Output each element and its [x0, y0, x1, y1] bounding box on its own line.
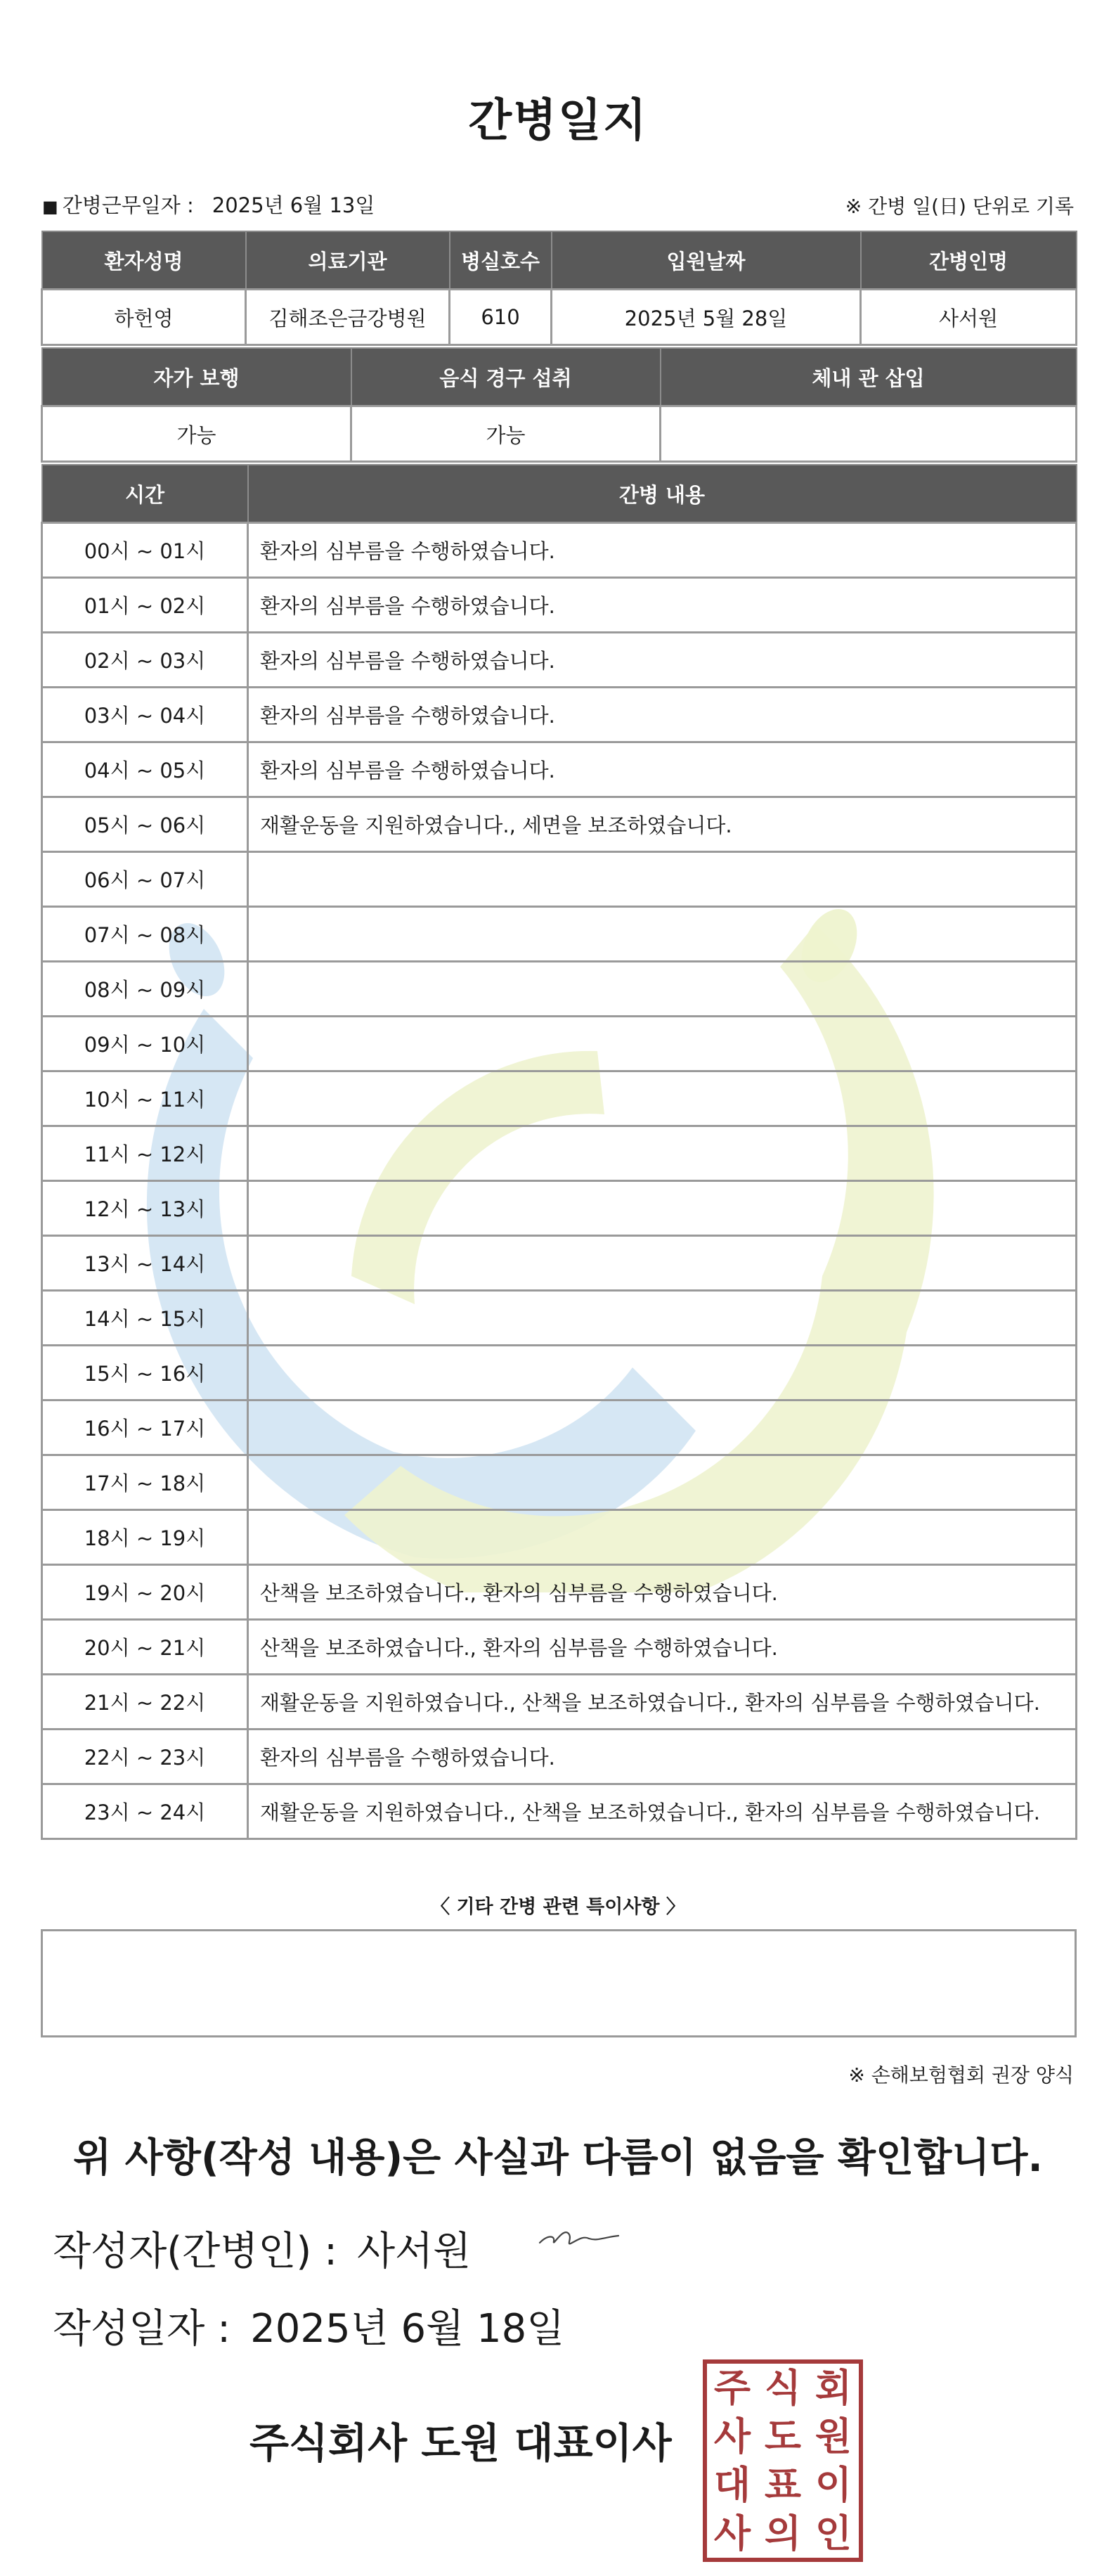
header-time: 시간 [42, 465, 248, 523]
table-row [42, 1455, 1077, 1510]
care-log-body [42, 523, 1077, 1839]
company-seal-stamp [703, 2359, 863, 2562]
table-row [42, 1784, 1077, 1839]
table-row [42, 1510, 1077, 1565]
care-time: 15시 ~ 16시 [42, 1346, 248, 1400]
seal-char: 의 [764, 2511, 802, 2556]
care-content: 재활운동을 지원하였습니다., 산책을 보조하였습니다., 환자의 심부름을 수행하였습니다. [248, 1675, 1077, 1730]
care-content: 환자의 심부름을 수행하였습니다. [248, 633, 1077, 688]
document-title: 간병일지 [468, 95, 648, 147]
table-row [42, 962, 1077, 1017]
care-content: 환자의 심부름을 수행하였습니다. [248, 523, 1077, 578]
header-patient-name: 환자성명 [42, 231, 246, 290]
self-walking-value: 가능 [42, 406, 351, 462]
table-row [42, 1017, 1077, 1071]
table-row [42, 688, 1077, 742]
seal-char: 이 [815, 2462, 852, 2507]
care-time: 01시 ~ 02시 [42, 578, 248, 633]
care-time: 11시 ~ 12시 [42, 1126, 248, 1181]
table-row [42, 1071, 1077, 1126]
table-row [42, 578, 1077, 633]
seal-char: 도 [764, 2414, 802, 2459]
care-content [248, 1071, 1077, 1126]
tube-insertion-value [661, 406, 1077, 462]
care-time: 03시 ~ 04시 [42, 688, 248, 742]
writer-name: 사서원 [356, 2229, 472, 2274]
care-time: 20시 ~ 21시 [42, 1620, 248, 1675]
care-time: 23시 ~ 24시 [42, 1784, 248, 1839]
work-date-value: 2025년 6월 13일 [212, 193, 375, 217]
care-content [248, 1455, 1077, 1510]
header-hospital: 의료기관 [246, 231, 450, 290]
header-room-number: 병실호수 [450, 231, 552, 290]
care-content [248, 1510, 1077, 1565]
table-row [42, 1675, 1077, 1730]
care-content [248, 1181, 1077, 1236]
table-row [42, 852, 1077, 907]
care-time: 22시 ~ 23시 [42, 1730, 248, 1784]
seal-char: 원 [815, 2414, 852, 2459]
oral-intake-value: 가능 [351, 406, 661, 462]
care-time: 18시 ~ 19시 [42, 1510, 248, 1565]
seal-char: 식 [764, 2365, 802, 2410]
care-time: 08시 ~ 09시 [42, 962, 248, 1017]
table-row [42, 1346, 1077, 1400]
status-value-row [42, 406, 1077, 462]
care-time: 16시 ~ 17시 [42, 1400, 248, 1455]
patient-info-table [41, 231, 1077, 346]
care-time: 17시 ~ 18시 [42, 1455, 248, 1510]
table-row [42, 1181, 1077, 1236]
care-content: 산책을 보조하였습니다., 환자의 심부름을 수행하였습니다. [248, 1565, 1077, 1620]
care-time: 05시 ~ 06시 [42, 797, 248, 852]
care-content [248, 962, 1077, 1017]
header-caregiver-name: 간병인명 [861, 231, 1077, 290]
seal-char: 사 [713, 2511, 751, 2556]
special-notes-box [41, 1929, 1077, 2037]
confirmation-statement: 위 사항(작성 내용)은 사실과 다름이 없음을 확인합니다. [73, 2135, 1043, 2181]
care-time: 02시 ~ 03시 [42, 633, 248, 688]
table-row [42, 797, 1077, 852]
care-time: 00시 ~ 01시 [42, 523, 248, 578]
standard-form-note: ※ 손해보험협회 권장 양식 [848, 2063, 1074, 2087]
writer-row [53, 2220, 471, 2276]
care-content [248, 1017, 1077, 1071]
care-time: 21시 ~ 22시 [42, 1675, 248, 1730]
patient-info-header-row [42, 231, 1077, 290]
table-row [42, 742, 1077, 797]
care-time: 09시 ~ 10시 [42, 1017, 248, 1071]
table-row [42, 523, 1077, 578]
care-time: 19시 ~ 20시 [42, 1565, 248, 1620]
writer-label: 작성자(간병인) : [53, 2229, 337, 2274]
handwritten-signature [534, 2215, 625, 2264]
patient-status-table [41, 347, 1077, 463]
patient-name: 하헌영 [42, 290, 246, 345]
care-content: 환자의 심부름을 수행하였습니다. [248, 1730, 1077, 1784]
care-content: 환자의 심부름을 수행하였습니다. [248, 688, 1077, 742]
table-row [42, 1620, 1077, 1675]
care-time: 06시 ~ 07시 [42, 852, 248, 907]
seal-char: 표 [764, 2462, 802, 2507]
company-representative: 주식회사 도원 대표이사 [249, 2419, 672, 2467]
care-content [248, 1291, 1077, 1346]
table-row [42, 1126, 1077, 1181]
care-content [248, 1346, 1077, 1400]
table-row [42, 1236, 1077, 1291]
table-row [42, 1291, 1077, 1346]
care-time: 13시 ~ 14시 [42, 1236, 248, 1291]
care-content: 산책을 보조하였습니다., 환자의 심부름을 수행하였습니다. [248, 1620, 1077, 1675]
header-tube-insertion: 체내 관 삽입 [661, 348, 1077, 406]
seal-char: 대 [713, 2462, 751, 2507]
seal-char: 회 [815, 2365, 852, 2410]
care-content [248, 1236, 1077, 1291]
table-row [42, 1565, 1077, 1620]
hospital-name: 김해조은금강병원 [246, 290, 450, 345]
header-oral-intake: 음식 경구 섭취 [351, 348, 661, 406]
header-care-content: 간병 내용 [248, 465, 1077, 523]
care-time: 07시 ~ 08시 [42, 907, 248, 962]
care-time: 12시 ~ 13시 [42, 1181, 248, 1236]
notes-section-title: 〈 기타 간병 관련 특이사항 〉 [431, 1896, 685, 1918]
work-date-row [42, 190, 375, 219]
status-header-row [42, 348, 1077, 406]
table-row [42, 633, 1077, 688]
care-log-table [41, 464, 1077, 1840]
write-date-label: 작성일자 : [53, 2306, 231, 2352]
daily-record-note: ※ 간병 일(日) 단위로 기록 [845, 195, 1074, 218]
care-time: 14시 ~ 15시 [42, 1291, 248, 1346]
square-bullet-icon: ■ [42, 197, 58, 217]
care-log-header-row [42, 465, 1077, 523]
care-content [248, 1400, 1077, 1455]
seal-char: 사 [713, 2414, 751, 2459]
header-admission-date: 입원날짜 [552, 231, 861, 290]
caregiver-name: 사서원 [861, 290, 1077, 345]
seal-char: 주 [713, 2365, 751, 2410]
care-time: 10시 ~ 11시 [42, 1071, 248, 1126]
care-content: 재활운동을 지원하였습니다., 세면을 보조하였습니다. [248, 797, 1077, 852]
room-number: 610 [450, 290, 552, 345]
care-content: 환자의 심부름을 수행하였습니다. [248, 578, 1077, 633]
care-time: 04시 ~ 05시 [42, 742, 248, 797]
admission-date: 2025년 5월 28일 [552, 290, 861, 345]
write-date-row [53, 2298, 564, 2354]
care-content: 재활운동을 지원하였습니다., 산책을 보조하였습니다., 환자의 심부름을 수행하였습니다. [248, 1784, 1077, 1839]
table-row [42, 1400, 1077, 1455]
care-content [248, 907, 1077, 962]
write-date-value: 2025년 6월 18일 [250, 2306, 565, 2352]
header-self-walking: 자가 보행 [42, 348, 351, 406]
seal-char: 인 [815, 2511, 852, 2556]
work-date-label: 간병근무일자 : [62, 193, 194, 217]
patient-info-value-row [42, 290, 1077, 345]
care-content [248, 852, 1077, 907]
care-content: 환자의 심부름을 수행하였습니다. [248, 742, 1077, 797]
table-row [42, 1730, 1077, 1784]
table-row [42, 907, 1077, 962]
care-content [248, 1126, 1077, 1181]
